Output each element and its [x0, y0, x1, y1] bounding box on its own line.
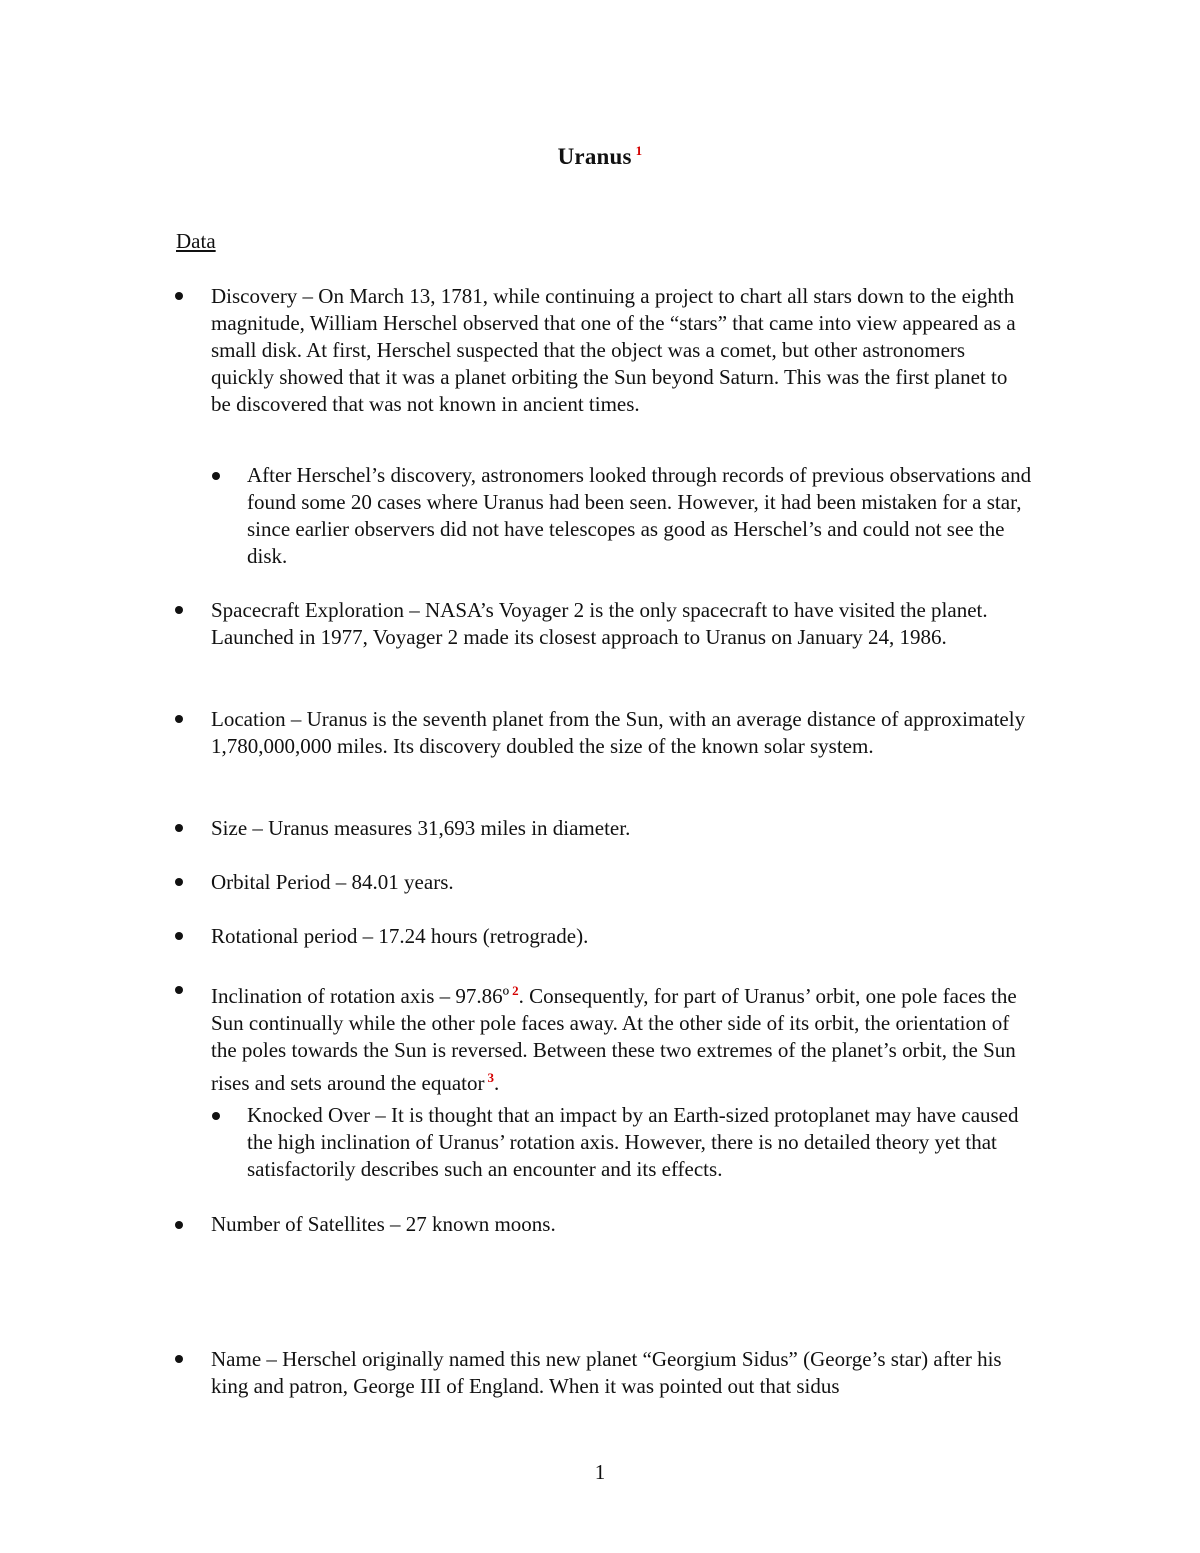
- footnote-ref-2[interactable]: 2: [512, 983, 519, 998]
- bullet-icon: [175, 986, 183, 994]
- footnote-ref-3[interactable]: 3: [487, 1070, 495, 1085]
- list-item-prior-sightings: After Herschel’s discovery, astronomers looked through records of previous observations and found some 20 cases where Uranus had been seen. However, it had been mistaken for a star, since earlier observers did not have telescopes as good as Herschel’s and could not see the disk.: [247, 463, 1032, 568]
- inclination-text-c: .: [494, 1071, 500, 1095]
- inclination-text-b: . Consequently, for part of Uranus’ orbit, one pole faces the Sun continually while the other pole faces away. At the other side of its orbit, the orientation of the poles towards the Sun is reversed. Between these two extremes of the planet’s orbit, the Sun rises and sets around the equator: [211, 984, 1017, 1095]
- list-item-orbital-period: Orbital Period – 84.01 years.: [211, 870, 454, 894]
- bullet-icon: [175, 606, 183, 614]
- title-text: Uranus: [557, 144, 632, 169]
- bullet-icon: [212, 472, 220, 480]
- page-title: [0, 143, 1200, 170]
- list-item-discovery: Discovery – On March 13, 1781, while continuing a project to chart all stars down to the eighth magnitude, William Herschel observed that one of the “stars” that came into view appeared as a small disk. At first, Herschel suspected that the object was a comet, but other astronomers quickly showed that it was a planet orbiting the Sun beyond Saturn. This was the first planet to be discovered that was not known in ancient times.: [211, 284, 1016, 416]
- list-item-name: Name – Herschel originally named this new planet “Georgium Sidus” (George’s star) after his king and patron, George III of England. When it was pointed out that sidus: [211, 1347, 1002, 1398]
- list-item-rotational-period: Rotational period – 17.24 hours (retrograde).: [211, 924, 589, 948]
- bullet-icon: [175, 932, 183, 940]
- title-footnote-ref[interactable]: 1: [635, 143, 643, 158]
- bullet-icon: [175, 1221, 183, 1229]
- list-item-knocked-over: Knocked Over – It is thought that an impact by an Earth-sized protoplanet may have caused the high inclination of Uranus’ rotation axis. However, there is no detailed theory yet that satisfactorily describes such an encounter and its effects.: [247, 1103, 1019, 1181]
- list-item-inclination: [211, 977, 1031, 1097]
- bullet-icon: [175, 715, 183, 723]
- bullet-icon: [175, 1355, 183, 1363]
- inclination-text-a: Inclination of rotation axis – 97.86º: [211, 984, 510, 1008]
- bullet-icon: [175, 292, 183, 300]
- page-number: 1: [594, 1460, 606, 1484]
- list-item-satellites: Number of Satellites – 27 known moons.: [211, 1212, 556, 1236]
- bullet-icon: [175, 878, 183, 886]
- list-item-size: Size – Uranus measures 31,693 miles in diameter.: [211, 816, 631, 840]
- bullet-icon: [212, 1112, 220, 1120]
- section-heading-data: Data: [176, 229, 216, 253]
- list-item-spacecraft: Spacecraft Exploration – NASA’s Voyager 2 is the only spacecraft to have visited the planet. Launched in 1977, Voyager 2 made its closest approach to Uranus on January 24, 1986.: [211, 598, 988, 649]
- list-item-location: Location – Uranus is the seventh planet from the Sun, with an average distance of approximately 1,780,000,000 miles. Its discovery doubled the size of the known solar system.: [211, 707, 1026, 758]
- bullet-icon: [175, 824, 183, 832]
